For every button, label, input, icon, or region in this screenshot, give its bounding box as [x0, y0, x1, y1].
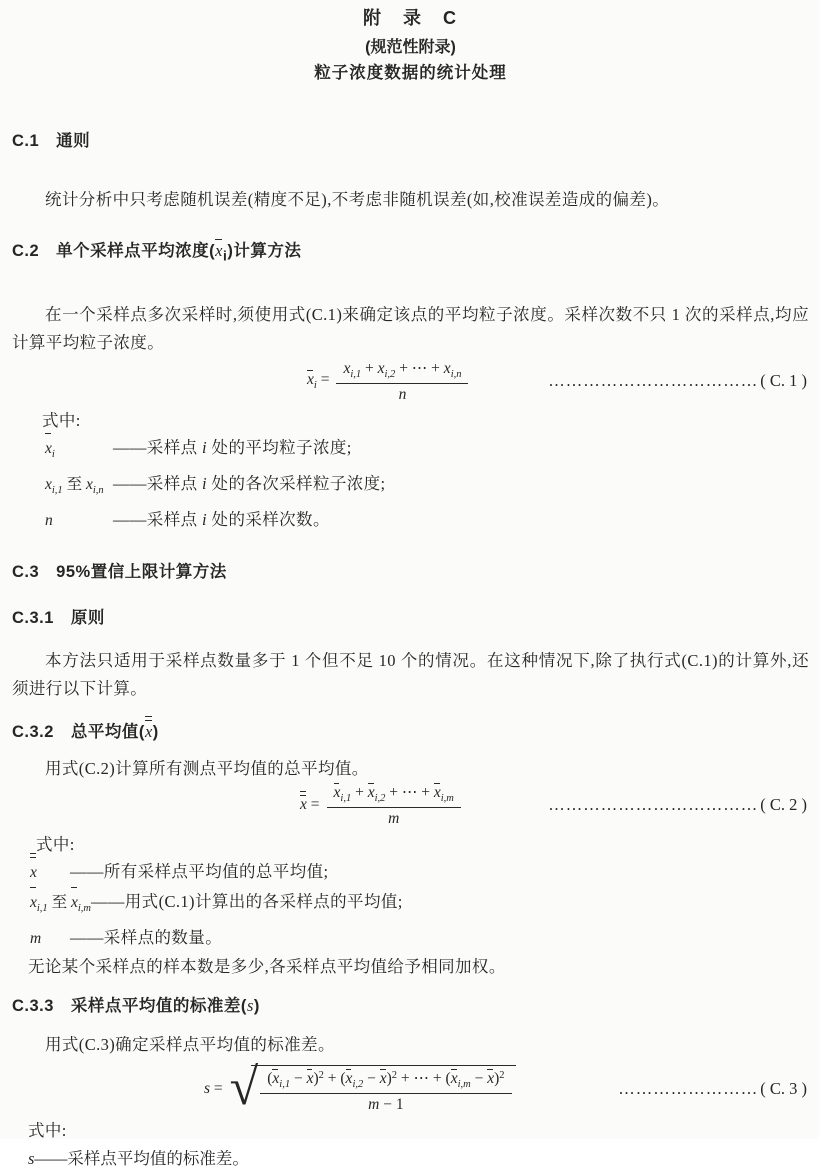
definition-row	[12, 887, 809, 923]
section-c32-heading: C.3.2 总平均值(x)	[12, 722, 159, 742]
section-c31-heading: C.3.1 原则	[12, 609, 105, 628]
definition-row	[12, 923, 809, 953]
where-label-c3: 式中:	[28, 1121, 67, 1141]
definition-row	[12, 469, 809, 505]
formula-c1	[12, 357, 809, 405]
definition-description: ——采样点 i 处的采样次数。	[113, 510, 330, 530]
formula-c3-radicand	[251, 1065, 515, 1114]
section-c32-note: 无论某个采样点的样本数是多少,各采样点平均值给予相同加权。	[28, 957, 506, 977]
formula-c2	[12, 783, 809, 827]
formula-c3-denominator: m − 1	[368, 1095, 404, 1113]
formula-c3	[12, 1059, 809, 1117]
definition-list-c2	[12, 857, 809, 953]
definition-term: x	[30, 858, 70, 887]
definition-term: n	[45, 512, 53, 530]
definition-description: ——采样点 i 处的平均粒子浓度;	[113, 438, 352, 458]
formula-c1-dot-leader: ………………………………	[548, 371, 759, 391]
appendix-title: 附 录 C	[363, 8, 458, 28]
radical-sign-icon: √	[229, 1059, 259, 1117]
appendix-subject: 粒子浓度数据的统计处理	[314, 64, 507, 82]
section-c33-heading: C.3.3 采样点平均值的标准差(s)	[12, 996, 260, 1016]
definition-description: ——采样点 i 处的各次采样粒子浓度;	[113, 474, 386, 494]
section-c31-paragraph: 本方法只适用于采样点数量多于 1 个但不足 10 个的情况。在这种情况下,除了执行式(C.1)的计算外,还须进行以下计算。	[12, 651, 809, 699]
definition-description: ——所有采样点平均值的总平均值;	[70, 862, 329, 882]
appendix-type: (规范性附录)	[365, 39, 456, 56]
formula-c2-numerator: $x_{i,1} + x_{i,2}$ + ⋯ + $x_{i,m}$	[327, 783, 461, 808]
formula-c2-label: ( C. 2 )	[760, 795, 807, 815]
section-c32-paragraph: 用式(C.2)计算所有测点平均值的总平均值。	[45, 759, 369, 779]
definition-description: ——采样点的数量。	[70, 928, 223, 948]
formula-c1-label: ( C. 1 )	[760, 371, 807, 391]
formula-c3-expression	[204, 1059, 516, 1117]
section-c3-heading: C.3 95%置信上限计算方法	[12, 563, 227, 582]
definition-term: $x_i$	[45, 434, 113, 469]
section-c33-paragraph: 用式(C.3)确定采样点平均值的标准差。	[45, 1035, 335, 1055]
where-label-c2: 式中:	[36, 835, 75, 855]
section-c3	[12, 561, 809, 1173]
definition-list-c1	[12, 433, 809, 535]
formula-c3-label: ( C. 3 )	[760, 1079, 807, 1099]
formula-c1-numerator: $x_{i,1} + x_{i,2}$ + ⋯ + $x_{i,n}$	[336, 359, 468, 384]
definition-row	[12, 857, 809, 887]
square-root	[229, 1059, 516, 1117]
section-c2-paragraph: 在一个采样点多次采样时,须使用式(C.1)来确定该点的平均粒子浓度。采样次数不只 1 次的采样点,均应计算平均粒子浓度。	[12, 305, 809, 353]
formula-c2-dot-leader: ………………………………	[548, 795, 759, 815]
formula-c2-expression	[300, 783, 461, 828]
section-c1-paragraph: 统计分析中只考虑随机误差(精度不足),不考虑非随机误差(如,校准误差造成的偏差)。	[45, 190, 670, 209]
formula-c3-fraction	[260, 1069, 511, 1114]
formula-c1-expression	[307, 359, 468, 404]
formula-c2-lhs: x =	[300, 796, 320, 814]
section-c1	[12, 130, 809, 214]
formula-c1-denominator: n	[398, 385, 407, 403]
section-c2-heading: C.2 单个采样点平均浓度$(x_i)$计算方法	[12, 241, 302, 264]
formula-c2-denominator: m	[388, 809, 400, 827]
formula-c1-lhs: $x_i$ =	[307, 371, 330, 392]
definition-row	[12, 505, 809, 535]
formula-c2-fraction	[327, 783, 461, 828]
definition-term: $x_{i,1}$ 至 $x_{i,m}$	[30, 888, 91, 923]
definition-term: m	[30, 930, 42, 948]
s-definition: s——采样点平均值的标准差。	[28, 1149, 249, 1169]
section-c2	[12, 240, 809, 535]
definition-term: $x_{i,1}$ 至 $x_{i,n}$	[45, 476, 104, 497]
formula-c3-dot-leader: ……………………	[618, 1079, 759, 1099]
where-label-c1: 式中:	[42, 411, 81, 431]
formula-c1-fraction	[336, 359, 468, 404]
formula-c3-lhs: s =	[204, 1080, 223, 1098]
definition-description: ——用式(C.1)计算出的各采样点的平均值;	[90, 892, 403, 912]
section-c1-heading: C.1 通则	[12, 132, 91, 150]
appendix-header	[12, 0, 809, 84]
definition-row	[12, 433, 809, 469]
formula-c3-numerator: $(x_{i,1} - x)^2 + (x_{i,2} - x)^2$ + ⋯ + $(x_{i,m} - x)^2$	[260, 1069, 511, 1094]
